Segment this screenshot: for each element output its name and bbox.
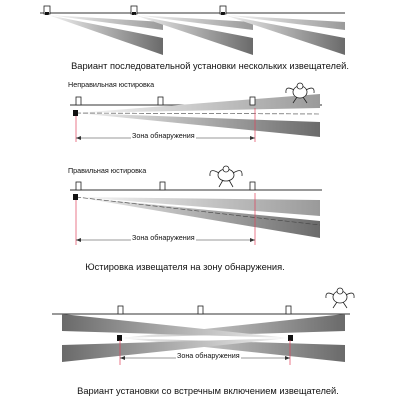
counter-installation-caption: Вариант установки со встречным включением извещателей.: [77, 386, 339, 396]
adjustment-caption: Юстировка извещателя на зону обнаружения.: [85, 262, 285, 272]
post: [76, 97, 81, 105]
detection-zone-label: Зона обнаружения: [132, 233, 195, 242]
post: [250, 97, 255, 105]
detector-icon: [117, 335, 122, 341]
detector-icon: [131, 6, 137, 15]
incorrect-adjustment-diagram: [70, 83, 322, 142]
post: [118, 306, 123, 314]
detection-zone-label: Зона обнаружения: [132, 131, 195, 140]
post: [76, 182, 81, 190]
post: [286, 306, 291, 314]
detection-zone-label: Зона обнаружения: [177, 351, 240, 360]
beam-lower: [76, 113, 320, 137]
intruder-figure-icon: [210, 166, 242, 187]
detector-icon: [288, 335, 293, 341]
post: [160, 182, 165, 190]
incorrect-adjustment-label: Неправильная юстировка: [68, 80, 155, 89]
beam-axis: [76, 113, 320, 114]
detector-icon: [44, 6, 50, 15]
serial-installation-diagram: [40, 6, 345, 55]
detector-icon: [73, 194, 78, 200]
correct-adjustment-diagram: [70, 166, 322, 245]
correct-adjustment-label: Правильная юстировка: [68, 166, 147, 175]
detector-icon: [220, 6, 226, 15]
post: [250, 182, 255, 190]
serial-installation-caption: Вариант последовательной установки нескольких извещателей.: [71, 61, 349, 71]
intruder-figure-icon: [326, 288, 354, 308]
post: [158, 97, 163, 105]
beam-upper: [76, 94, 320, 113]
detector-icon: [73, 110, 78, 116]
post: [198, 306, 203, 314]
